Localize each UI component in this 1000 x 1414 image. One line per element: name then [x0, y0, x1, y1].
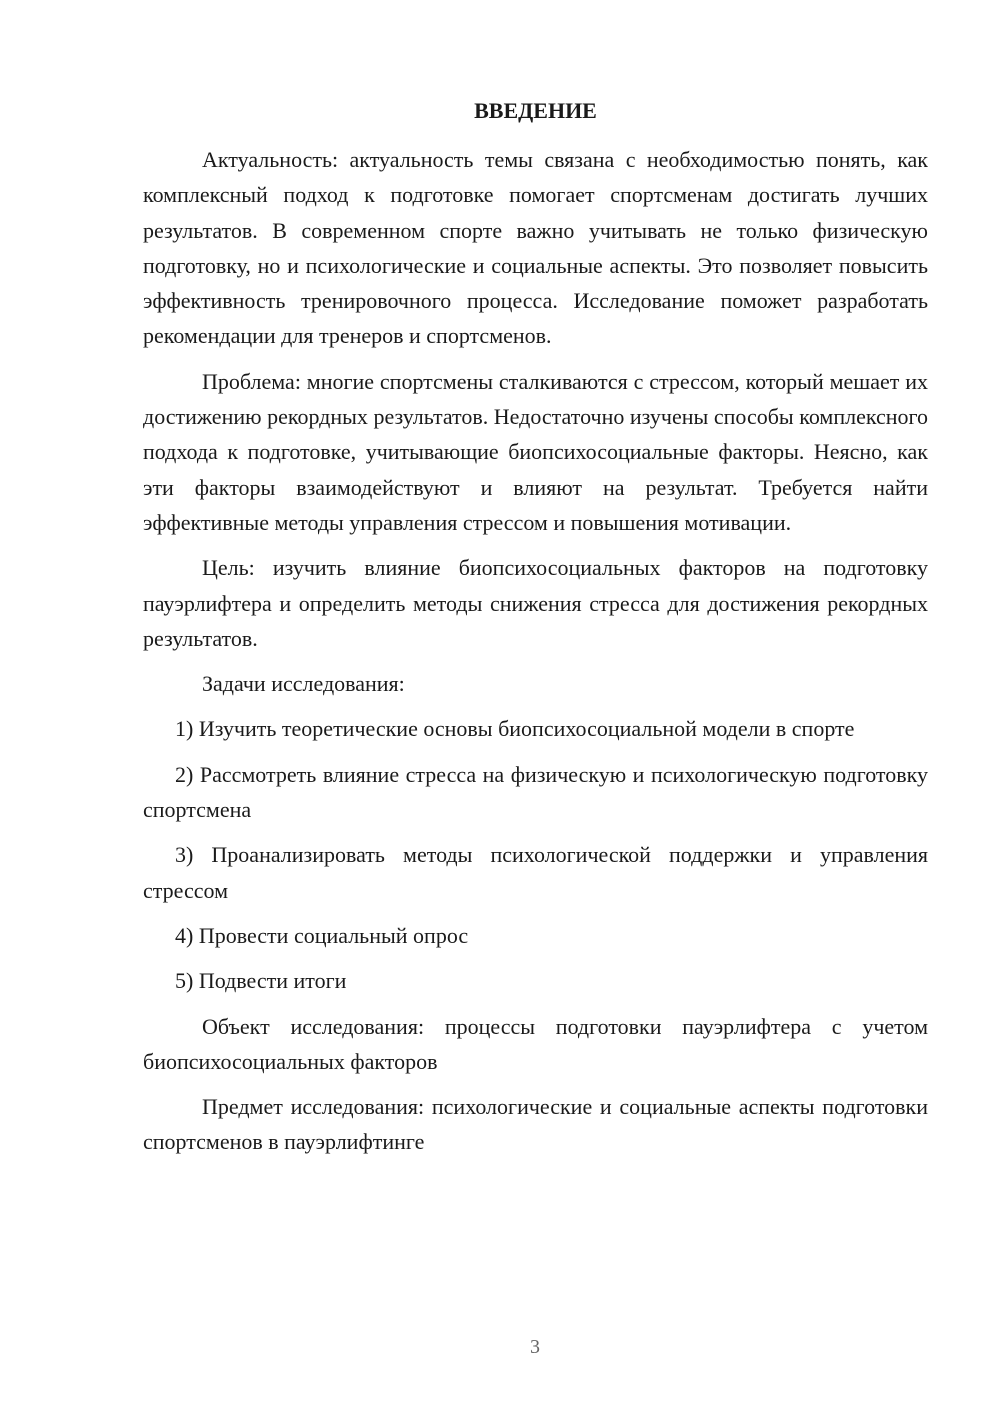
tasks-heading: Задачи исследования:: [202, 671, 405, 697]
problem-paragraph: Проблема: многие спортсмены сталкиваются с стрессом, который мешает их достижению рекордных результатов. Недостаточно изучены способы комплексного подхода к подготовке, учитывающие биопсихосоциальные факторы. Неясно, как эти факторы взаимодействуют и влияют на результат. Требуется найти эффективные методы управления стрессом и повышения мотивации.: [143, 368, 928, 535]
relevance-paragraph: Актуальность: актуальность темы связана с необходимостью понять, как комплексный подход к подготовке помогает спортсменам достигать лучших результатов. В современном спорте важно учитывать не только физическую подготовку, но и психологические и социальные аспекты. Это позволяет повысить эффективность тренировочного процесса. Исследование поможет разработать рекомендации для тренеров и спортсменов.: [143, 147, 928, 349]
task-item-4: 4) Провести социальный опрос: [175, 922, 469, 948]
task-item-1: 1) Изучить теоретические основы биопсихосоциальной модели в спорте: [175, 716, 855, 742]
object-paragraph: Объект исследования: процессы подготовки пауэрлифтера с учетом биопсихосоциальных факторов: [143, 1013, 928, 1074]
task-item-2: 2) Рассмотреть влияние стресса на физическую и психологическую подготовку спортсмена: [143, 761, 928, 823]
subject-paragraph: Предмет исследования: психологические и социальные аспекты подготовки спортсменов в пауэрлифтинге: [143, 1094, 928, 1155]
goal-paragraph: Цель: изучить влияние биопсихосоциальных факторов на подготовку пауэрлифтера и определить методы снижения стресса для достижения рекордных результатов.: [143, 555, 928, 651]
document-body: [143, 142, 928, 1170]
task-item-5: 5) Подвести итоги: [175, 968, 347, 994]
page-number: 3: [530, 1336, 540, 1358]
task-item-3: 3) Проанализировать методы психологической поддержки и управления стрессом: [143, 842, 928, 903]
section-title: ВВЕДЕНИЕ: [474, 98, 597, 123]
